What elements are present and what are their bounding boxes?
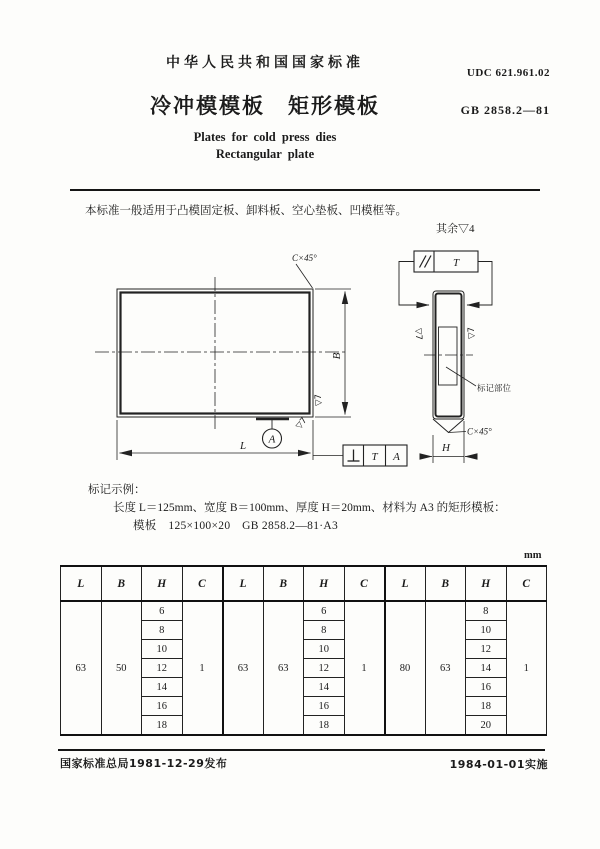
dimension-table bbox=[60, 565, 547, 736]
scope-statement: 本标准一般适用于凸模固定板、卸料板、空心垫板、凹模框等。 bbox=[85, 205, 407, 217]
issued-date: 国家标准总局1981-12-29发布 bbox=[60, 757, 228, 770]
marking-example-line1: 长度 L＝125mm、宽度 B＝100mm、厚度 H＝20mm、材料为 A3 的矩形模板： bbox=[113, 502, 506, 514]
chamfer-callout-side bbox=[433, 419, 492, 437]
col-header: B bbox=[425, 566, 466, 601]
H-value-cell: 20 bbox=[466, 716, 507, 736]
H-value-cell: 14 bbox=[304, 678, 345, 697]
surface-mark-bottom-icon: ▽7 bbox=[294, 415, 310, 432]
B-value-cell: 63 bbox=[425, 601, 466, 735]
H-value-cell: 16 bbox=[142, 697, 183, 716]
svg-text:标记部位: 标记部位 bbox=[477, 384, 512, 394]
marking-example-heading: 标记示例： bbox=[88, 484, 146, 496]
col-header: L bbox=[223, 566, 264, 601]
H-value-cell: 6 bbox=[304, 601, 345, 621]
national-standard-caption: 中华人民共和国国家标准 bbox=[166, 55, 364, 71]
L-value-cell: 63 bbox=[223, 601, 264, 735]
H-value-cell: 18 bbox=[304, 716, 345, 736]
col-header: C bbox=[506, 566, 547, 601]
H-value-cell: 10 bbox=[466, 621, 507, 640]
svg-text:A: A bbox=[393, 451, 400, 463]
surface-mark-right-icon: ▽7 bbox=[314, 394, 324, 406]
standard-number: GB 2858.2—81 bbox=[460, 103, 550, 117]
col-header: H bbox=[466, 566, 507, 601]
col-header: H bbox=[304, 566, 345, 601]
col-header: B bbox=[101, 566, 142, 601]
H-value-cell: 18 bbox=[466, 697, 507, 716]
B-value-cell: 63 bbox=[263, 601, 304, 735]
col-header: L bbox=[385, 566, 426, 601]
svg-text:T: T bbox=[371, 451, 378, 463]
col-header: C bbox=[182, 566, 223, 601]
surface-mark-side-left-icon: ▽7 bbox=[413, 328, 423, 340]
page-title: 冷冲模模板 矩形模板 bbox=[150, 94, 380, 118]
rest-surface-finish-note: 其余▽4 bbox=[436, 223, 475, 235]
unit-label: mm bbox=[524, 550, 542, 561]
col-header: L bbox=[61, 566, 102, 601]
english-title-line2: Rectangular plate bbox=[215, 147, 315, 161]
L-value-cell: 63 bbox=[61, 601, 102, 735]
front-view bbox=[95, 253, 407, 466]
H-value-cell: 10 bbox=[304, 640, 345, 659]
table-row bbox=[61, 601, 547, 621]
H-value-cell: 14 bbox=[466, 659, 507, 678]
C-value-cell: 1 bbox=[344, 601, 385, 735]
H-value-cell: 14 bbox=[142, 678, 183, 697]
marking-example-line2: 模板 125×100×20 GB 2858.2—81·A3 bbox=[133, 520, 339, 532]
H-value-cell: 8 bbox=[142, 621, 183, 640]
chamfer-callout-front bbox=[292, 253, 317, 288]
C-value-cell: 1 bbox=[506, 601, 547, 735]
datum-A bbox=[256, 419, 289, 448]
H-value-cell: 8 bbox=[466, 601, 507, 621]
table-header-row bbox=[61, 566, 547, 601]
svg-text:T: T bbox=[452, 257, 460, 269]
header-divider bbox=[70, 189, 540, 191]
perpendicularity-icon bbox=[348, 450, 360, 462]
svg-text:H: H bbox=[442, 442, 450, 454]
surface-mark-side-right-icon: ▽7 bbox=[467, 327, 477, 339]
svg-text:B: B bbox=[331, 352, 343, 360]
H-value-cell: 16 bbox=[466, 678, 507, 697]
H-value-cell: 6 bbox=[142, 601, 183, 621]
parallelism-frame bbox=[399, 251, 492, 305]
col-header: H bbox=[142, 566, 183, 601]
col-header: B bbox=[263, 566, 304, 601]
english-title-line1: Plates for cold press dies bbox=[193, 130, 337, 144]
technical-drawing bbox=[0, 230, 600, 480]
C-value-cell: 1 bbox=[182, 601, 223, 735]
H-value-cell: 18 bbox=[142, 716, 183, 736]
effective-date: 1984-01-01实施 bbox=[449, 758, 548, 771]
footer-divider bbox=[58, 749, 545, 751]
svg-text:C×45°: C×45° bbox=[292, 253, 317, 263]
udc-number: UDC 621.961.02 bbox=[466, 67, 550, 79]
parallelism-icon bbox=[420, 256, 432, 268]
H-value-cell: 16 bbox=[304, 697, 345, 716]
side-view bbox=[399, 251, 512, 463]
H-value-cell: 12 bbox=[304, 659, 345, 678]
H-value-cell: 10 bbox=[142, 640, 183, 659]
svg-text:L: L bbox=[239, 440, 247, 452]
perpendicularity-frame bbox=[313, 445, 407, 466]
B-value-cell: 50 bbox=[101, 601, 142, 735]
svg-text:C×45°: C×45° bbox=[467, 426, 492, 437]
H-value-cell: 12 bbox=[466, 640, 507, 659]
L-value-cell: 80 bbox=[385, 601, 426, 735]
H-value-cell: 8 bbox=[304, 621, 345, 640]
H-value-cell: 12 bbox=[142, 659, 183, 678]
col-header: C bbox=[344, 566, 385, 601]
svg-text:A: A bbox=[268, 433, 276, 446]
